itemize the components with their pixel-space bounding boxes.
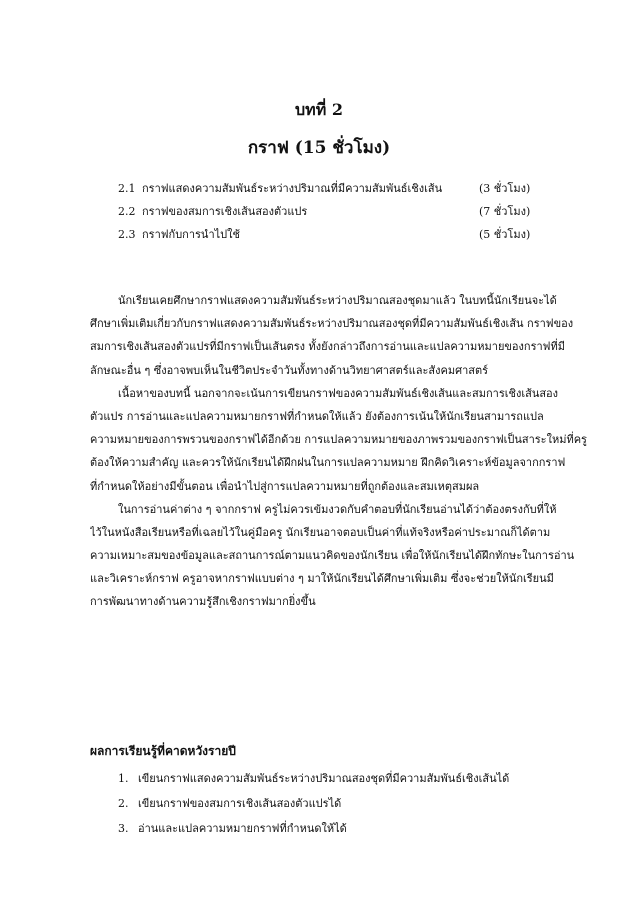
paragraph-intro <box>90 289 590 382</box>
outcome-item <box>118 770 558 795</box>
chapter-number: บทที่ 2 <box>295 100 343 119</box>
section-hours: (7 ชั่วโมง) <box>479 205 531 218</box>
section-item <box>118 180 558 203</box>
paragraph-line: ที่กำหนดให้อย่างมีขั้นตอน เพื่อนำไปสู่การแปลความหมายที่ถูกต้องและสมเหตุสมผล <box>90 479 480 493</box>
section-item <box>118 203 558 226</box>
chapter-title: กราฟ (15 ชั่วโมง) <box>247 138 391 158</box>
paragraph-line: สมการเชิงเส้นสองตัวแปรที่มีกราฟเป็นเส้นตรง ทั้งยังกล่าวถึงการอ่านและแปลความหมายของกราฟที่มี <box>90 340 565 354</box>
paragraph-line: เนื้อหาของบทนี้ นอกจากจะเน้นการเขียนกราฟของความสัมพันธ์เชิงเส้นและสมการเชิงเส้นสอง <box>118 386 559 400</box>
paragraph-line: การพัฒนาทางด้านความรู้สึกเชิงกราฟมากยิ่งขึ้น <box>90 595 316 609</box>
outcome-item <box>118 795 558 820</box>
section-title: กราฟของสมการเชิงเส้นสองตัวแปร <box>142 205 308 218</box>
paragraph-line: และวิเคราะห์กราฟ ครูอาจหากราฟแบบต่าง ๆ มาให้นักเรียนได้ศึกษาเพิ่มเติม ซึ่งจะช่วยให้นักเรียนมี <box>90 572 554 586</box>
outcome-number: 2. <box>118 797 129 810</box>
paragraph-line: ความเหมาะสมของข้อมูลและสถานการณ์ตามแนวคิดของนักเรียน เพื่อให้นักเรียนได้ฝึกทักษะในการอ่าน <box>90 549 575 563</box>
outcome-text: อ่านและแปลความหมายกราฟที่กำหนดให้ได้ <box>138 822 347 835</box>
paragraph-line: ความหมายของการพรวนของกราฟได้อีกด้วย การแปลความหมายของภาพรวมของกราฟเป็นสาระใหม่ที่ครู <box>90 433 587 447</box>
outcome-item <box>118 820 558 845</box>
outcomes-heading: ผลการเรียนรู้ที่คาดหวังรายปี <box>90 744 236 758</box>
body-text <box>90 289 590 614</box>
section-hours: (3 ชั่วโมง) <box>479 182 531 195</box>
section-item <box>118 226 558 249</box>
outcomes-list <box>118 770 558 845</box>
section-list <box>118 180 558 249</box>
paragraph-line: ลักษณะอื่น ๆ ซึ่งอาจพบเห็นในชีวิตประจำวันทั้งทางด้านวิทยาศาสตร์และสังคมศาสตร์ <box>90 363 489 377</box>
paragraph-line: ต้องให้ความสำคัญ และควรให้นักเรียนได้ฝึกฝนในการแปลความหมาย ฝึกคิดวิเคราะห์ข้อมูลจากกราฟ <box>90 456 566 470</box>
paragraph-content <box>90 382 590 498</box>
paragraph-line: ไว้ในหนังสือเรียนหรือที่เฉลยไว้ในคู่มือครู นักเรียนอาจตอบเป็นค่าที่แท้จริงหรือค่าประมาณก็ได้ตาม <box>90 525 551 539</box>
section-title: กราฟแสดงความสัมพันธ์ระหว่างปริมาณที่มีความสัมพันธ์เชิงเส้น <box>142 182 443 195</box>
section-number: 2.2 <box>118 205 136 218</box>
section-title: กราฟกับการนำไปใช้ <box>142 228 240 241</box>
section-hours: (5 ชั่วโมง) <box>479 228 531 241</box>
outcome-text: เขียนกราฟของสมการเชิงเส้นสองตัวแปรได้ <box>138 797 342 810</box>
paragraph-line: ศึกษาเพิ่มเติมเกี่ยวกับกราฟแสดงความสัมพันธ์ระหว่างปริมาณสองชุดที่มีความสัมพันธ์เชิงเส้น กราฟของ <box>90 317 574 331</box>
paragraph-line: ตัวแปร การอ่านและแปลความหมายกราฟที่กำหนดให้แล้ว ยังต้องการเน้นให้นักเรียนสามารถแปล <box>90 409 544 423</box>
outcome-number: 3. <box>118 822 129 835</box>
section-number: 2.3 <box>118 228 136 241</box>
outcome-text: เขียนกราฟแสดงความสัมพันธ์ระหว่างปริมาณสองชุดที่มีความสัมพันธ์เชิงเส้นได้ <box>138 772 510 785</box>
paragraph-line: ในการอ่านค่าต่าง ๆ จากกราฟ ครูไม่ควรเข้มงวดกับคำตอบที่นักเรียนอ่านได้ว่าต้องตรงกับที่ให้ <box>118 502 557 516</box>
paragraph-reading <box>90 498 590 614</box>
section-number: 2.1 <box>118 182 136 195</box>
paragraph-line: นักเรียนเคยศึกษากราฟแสดงความสัมพันธ์ระหว่างปริมาณสองชุดมาแล้ว ในบทนี้นักเรียนจะได้ <box>118 294 557 307</box>
outcome-number: 1. <box>118 772 129 785</box>
